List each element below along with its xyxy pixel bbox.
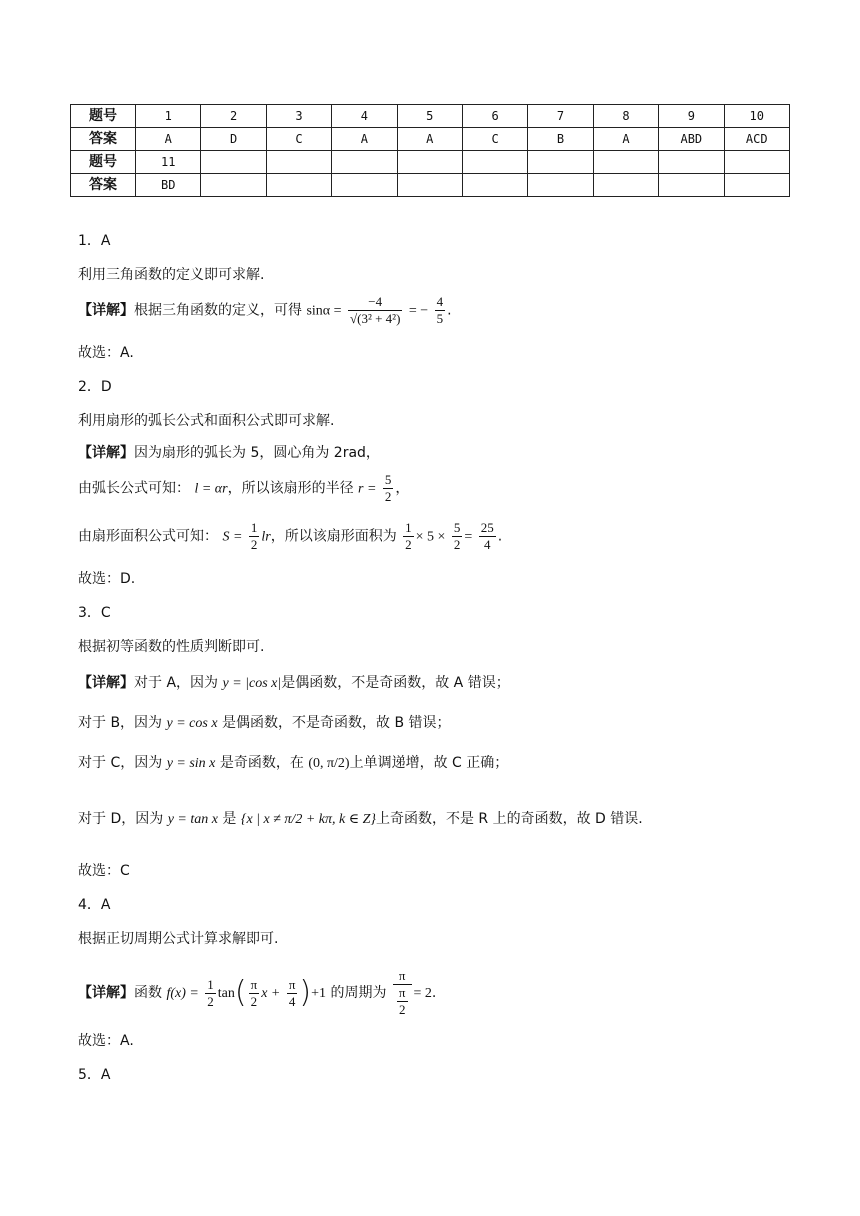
table-cell (266, 174, 331, 197)
fraction (249, 520, 260, 553)
formula: x + (261, 986, 281, 1001)
fraction-numerator: −4 (348, 294, 402, 311)
table-cell: 10 (724, 105, 789, 128)
table-cell: B (528, 128, 593, 151)
q3-option-c (78, 752, 508, 772)
text: 是偶函数，不是奇函数，故 A 错误； (281, 675, 510, 691)
table-cell: A (332, 128, 397, 151)
table-cell (593, 174, 658, 197)
q2-arc-formula (78, 472, 409, 505)
formula: y = tan x (167, 812, 218, 827)
table-cell (462, 151, 527, 174)
table-row (71, 174, 790, 197)
table-cell: 2 (201, 105, 266, 128)
table-cell: A (136, 128, 201, 151)
fraction-numerator: π (288, 976, 296, 992)
fraction-numerator: 1 (250, 520, 258, 535)
table-cell (528, 174, 593, 197)
table-cell: A (397, 128, 462, 151)
q3-option-d (78, 808, 643, 828)
q2-heading: 2．D (78, 379, 112, 395)
fraction (393, 968, 412, 1018)
table-cell (659, 151, 724, 174)
table-cell: 1 (136, 105, 201, 128)
table-cell: 8 (593, 105, 658, 128)
formula: l = αr (194, 481, 228, 497)
table-cell: BD (136, 174, 201, 197)
table-row (71, 128, 790, 151)
formula: {x | x ≠ π/2 + kπ, k ∈ Z} (240, 812, 376, 827)
fraction-denominator: 2 (398, 1002, 406, 1017)
formula: = 2 (413, 986, 432, 1001)
text: 对于 A，因为 (134, 675, 219, 691)
q2-hint: 利用扇形的弧长公式和面积公式即可求解. (78, 413, 335, 429)
fraction (348, 294, 402, 327)
formula: r = (358, 481, 377, 497)
q2-area-formula (78, 520, 502, 553)
text: 的周期为 (330, 985, 387, 1001)
detail-tag: 【详解】 (78, 985, 134, 1001)
fraction (383, 472, 394, 505)
text: 是 (222, 811, 237, 827)
table-cell: D (201, 128, 266, 151)
formula-tail: . (447, 302, 452, 319)
table-cell (593, 151, 658, 174)
row-header: 题号 (71, 151, 136, 174)
table-cell: 11 (136, 151, 201, 174)
formula: lr (261, 529, 271, 545)
text: 函数 (134, 985, 162, 1001)
fraction-denominator: 5 (436, 311, 444, 326)
row-header: 答案 (71, 128, 136, 151)
q1-choice: 故选：A. (78, 345, 134, 361)
detail-tag: 【详解】 (78, 445, 134, 461)
formula: S = (222, 529, 243, 545)
table-cell (397, 174, 462, 197)
q1-heading: 1．A (78, 233, 111, 249)
fraction (205, 977, 216, 1010)
text: 对于 B，因为 (78, 715, 163, 731)
text: 由弧长公式可知： (78, 480, 190, 497)
fraction (249, 977, 260, 1010)
q1-hint: 利用三角函数的定义即可求解. (78, 267, 265, 283)
table-cell (724, 174, 789, 197)
fraction-denominator: 4 (288, 993, 296, 1009)
q5-heading: 5．A (78, 1067, 111, 1083)
answer-table (70, 104, 790, 197)
text: ， (395, 480, 410, 497)
table-cell (332, 151, 397, 174)
detail-tag: 【详解】 (78, 675, 134, 691)
fraction-denominator: 2 (384, 489, 392, 504)
q4-hint: 根据正切周期公式计算求解即可. (78, 931, 279, 947)
text: 上奇函数，不是 R 上的奇函数，故 D 错误. (375, 811, 643, 827)
table-cell (332, 174, 397, 197)
close-paren: ) (299, 975, 312, 1010)
fraction-denominator: 2 (453, 537, 461, 552)
detail-tag: 【详解】 (78, 302, 134, 319)
table-cell: 3 (266, 105, 331, 128)
q3-option-b (78, 712, 451, 732)
formula: × 5 × (415, 529, 446, 545)
fraction-numerator: 4 (436, 294, 444, 309)
fraction-numerator: 5 (453, 520, 461, 535)
fraction-numerator: 5 (384, 472, 392, 487)
table-cell (397, 151, 462, 174)
table-row (71, 105, 790, 128)
table-cell (528, 151, 593, 174)
q3-option-a (78, 672, 510, 692)
fraction-denominator (393, 985, 412, 1018)
fraction-denominator: 4 (484, 537, 491, 552)
table-cell: 6 (462, 105, 527, 128)
formula: (0, π/2) (308, 756, 350, 771)
text: 是偶函数，不是奇函数，故 B 错误； (222, 715, 451, 731)
text: 是奇函数，在 (219, 755, 304, 771)
text: 对于 D，因为 (78, 811, 164, 827)
q3-choice: 故选：C (78, 863, 130, 879)
fraction (397, 985, 408, 1018)
table-cell: A (593, 128, 658, 151)
table-cell (462, 174, 527, 197)
table-cell: 7 (528, 105, 593, 128)
table-cell (201, 174, 266, 197)
q4-choice: 故选：A. (78, 1033, 134, 1049)
table-cell (266, 151, 331, 174)
detail-text: 因为扇形的弧长为 5，圆心角为 2rad， (134, 445, 380, 461)
row-header: 题号 (71, 105, 136, 128)
formula: tan (217, 986, 235, 1001)
formula: = (464, 529, 473, 545)
open-paren: ( (234, 975, 247, 1010)
formula: y = sin x (166, 756, 216, 771)
q3-hint: 根据初等函数的性质判断即可. (78, 639, 265, 655)
q2-choice: 故选：D. (78, 571, 136, 587)
table-row (71, 151, 790, 174)
fraction-numerator: π (250, 976, 258, 992)
fraction (452, 520, 463, 553)
q3-heading: 3．C (78, 605, 111, 621)
fraction (479, 520, 496, 553)
fraction-numerator: π (398, 985, 406, 1000)
q4-heading: 4．A (78, 897, 111, 913)
table-cell: C (266, 128, 331, 151)
fraction-numerator: 1 (405, 520, 412, 535)
text: 由扇形面积公式可知： (78, 528, 218, 545)
formula-lhs: sinα = (306, 303, 342, 319)
table-cell: C (462, 128, 527, 151)
text: . (431, 985, 437, 1001)
formula-mid: = − (408, 303, 429, 319)
fraction-numerator: 25 (480, 520, 494, 535)
formula: y = cos x (166, 716, 218, 731)
fraction-denominator: 2 (405, 537, 412, 552)
fraction (403, 520, 414, 553)
text: ，所以该扇形面积为 (270, 528, 397, 545)
q2-detail (78, 442, 380, 462)
fraction (287, 977, 298, 1010)
table-cell: 5 (397, 105, 462, 128)
detail-text: 根据三角函数的定义，可得 (134, 302, 302, 319)
table-cell: ACD (724, 128, 789, 151)
text: ，所以该扇形的半径 (227, 480, 354, 497)
table-cell: 4 (332, 105, 397, 128)
fraction-denominator: 2 (250, 537, 258, 552)
fraction (435, 294, 446, 327)
fraction-denominator: √(3² + 4²) (349, 311, 401, 326)
formula: y = |cos x| (222, 676, 282, 691)
formula: f(x) = (166, 986, 199, 1001)
table-cell (724, 151, 789, 174)
q1-detail (78, 294, 452, 327)
text: 上单调递增，故 C 正确； (349, 755, 509, 771)
table-cell (201, 151, 266, 174)
q4-detail (78, 968, 436, 1018)
text: . (497, 528, 503, 545)
fraction-numerator: π (393, 968, 412, 985)
table-cell: ABD (659, 128, 724, 151)
fraction-denominator: 2 (250, 993, 258, 1009)
row-header: 答案 (71, 174, 136, 197)
formula: +1 (311, 986, 327, 1001)
fraction-denominator: 2 (207, 993, 214, 1009)
fraction-numerator: 1 (207, 976, 214, 992)
table-cell: 9 (659, 105, 724, 128)
table-cell (659, 174, 724, 197)
text: 对于 C，因为 (78, 755, 163, 771)
